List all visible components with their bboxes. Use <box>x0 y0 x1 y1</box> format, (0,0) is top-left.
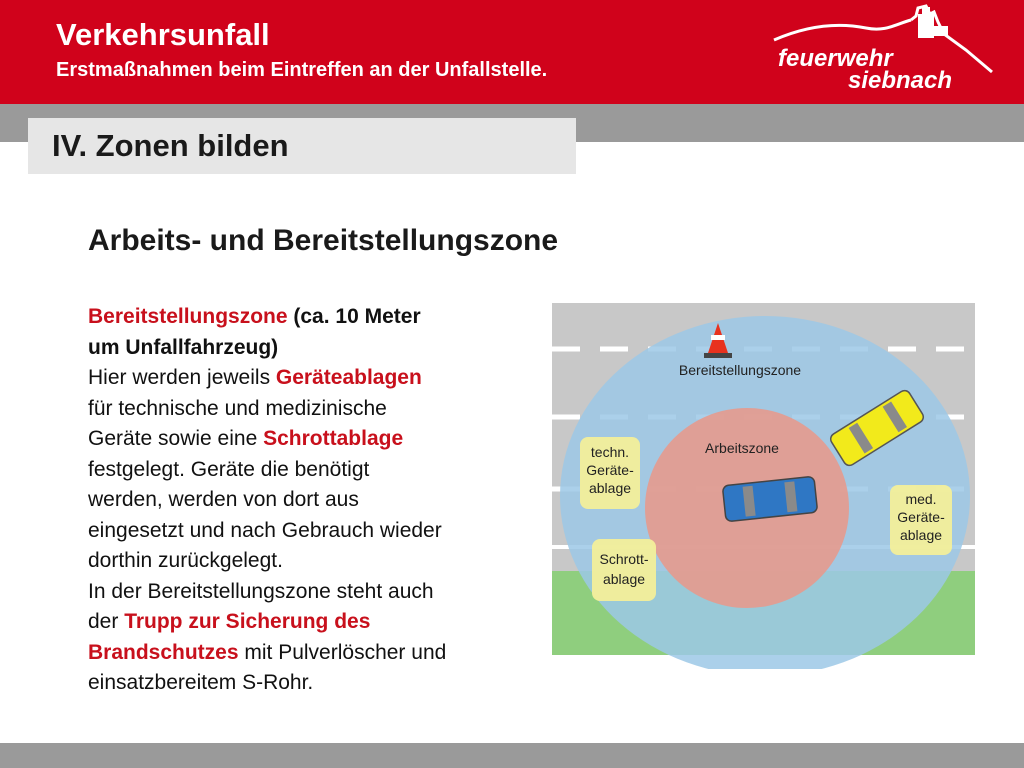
body-text-fragment: Geräte sowie eine <box>88 427 264 450</box>
logo-text-line1: feuerwehr <box>778 45 893 72</box>
body-text-fragment: um Unfallfahrzeug) <box>88 335 279 359</box>
body-text-fragment: (ca. 10 Meter <box>287 305 421 328</box>
term-trupp-sicherung: Trupp zur Sicherung des <box>124 610 371 633</box>
med-label-line: med. <box>905 491 937 507</box>
tech-equipment-box <box>580 437 640 509</box>
term-brandschutz: Brandschutzes <box>88 640 239 664</box>
body-text-fragment: werden, werden von dort aus <box>88 488 359 511</box>
label-arbeitszone: Arbeitszone <box>705 440 779 456</box>
logo-text-line2: siebnach <box>848 67 953 94</box>
section-title: IV. Zonen bilden <box>52 128 289 163</box>
body-text-fragment: eingesetzt und nach Gebrauch wieder <box>88 518 442 542</box>
body-text-fragment: für technische und medizinische <box>88 396 387 420</box>
med-equipment-box <box>890 485 952 555</box>
med-label-line: Geräte- <box>897 509 945 525</box>
content-subtitle: Arbeits- und Bereitstellungszone <box>88 224 559 257</box>
presentation-subtitle: Erstmaßnahmen beim Eintreffen an der Unfallstelle. <box>56 59 548 81</box>
body-text-fragment: In der Bereitstellungszone steht auch <box>88 579 434 603</box>
body-text-fragment: dorthin zurückgelegt. <box>88 549 283 572</box>
tech-label-line: ablage <box>588 480 632 496</box>
body-text-fragment: mit Pulverlöscher und <box>238 640 447 664</box>
body-text-fragment: einsatzbereitem S-Rohr. <box>88 671 314 694</box>
body-text <box>88 302 538 699</box>
scrap-label-line: ablage <box>602 571 646 587</box>
zone-diagram <box>552 303 975 669</box>
term-bereitstellungszone: Bereitstellungszone <box>88 305 288 328</box>
term-schrottablage: Schrottablage <box>263 427 404 450</box>
presentation-title: Verkehrsunfall <box>56 17 270 52</box>
med-label-line: ablage <box>899 527 943 543</box>
feuerwehr-logo <box>766 4 1006 100</box>
body-text-fragment: Hier werden jeweils <box>88 366 276 389</box>
body-text-fragment: der <box>88 610 125 633</box>
header-bar <box>0 0 1024 104</box>
label-bereitstellungszone: Bereitstellungszone <box>678 362 802 378</box>
scrap-label-line: Schrott- <box>599 551 649 567</box>
body-text-fragment: festgelegt. Geräte die benötigt <box>88 457 370 481</box>
tech-label-line: techn. <box>590 444 630 460</box>
section-title-box <box>28 118 576 174</box>
tech-label-line: Geräte- <box>586 462 634 478</box>
term-geraeteablagen: Geräteablagen <box>275 366 422 389</box>
footer-bar <box>0 743 1024 768</box>
scrap-storage-box <box>592 539 656 601</box>
